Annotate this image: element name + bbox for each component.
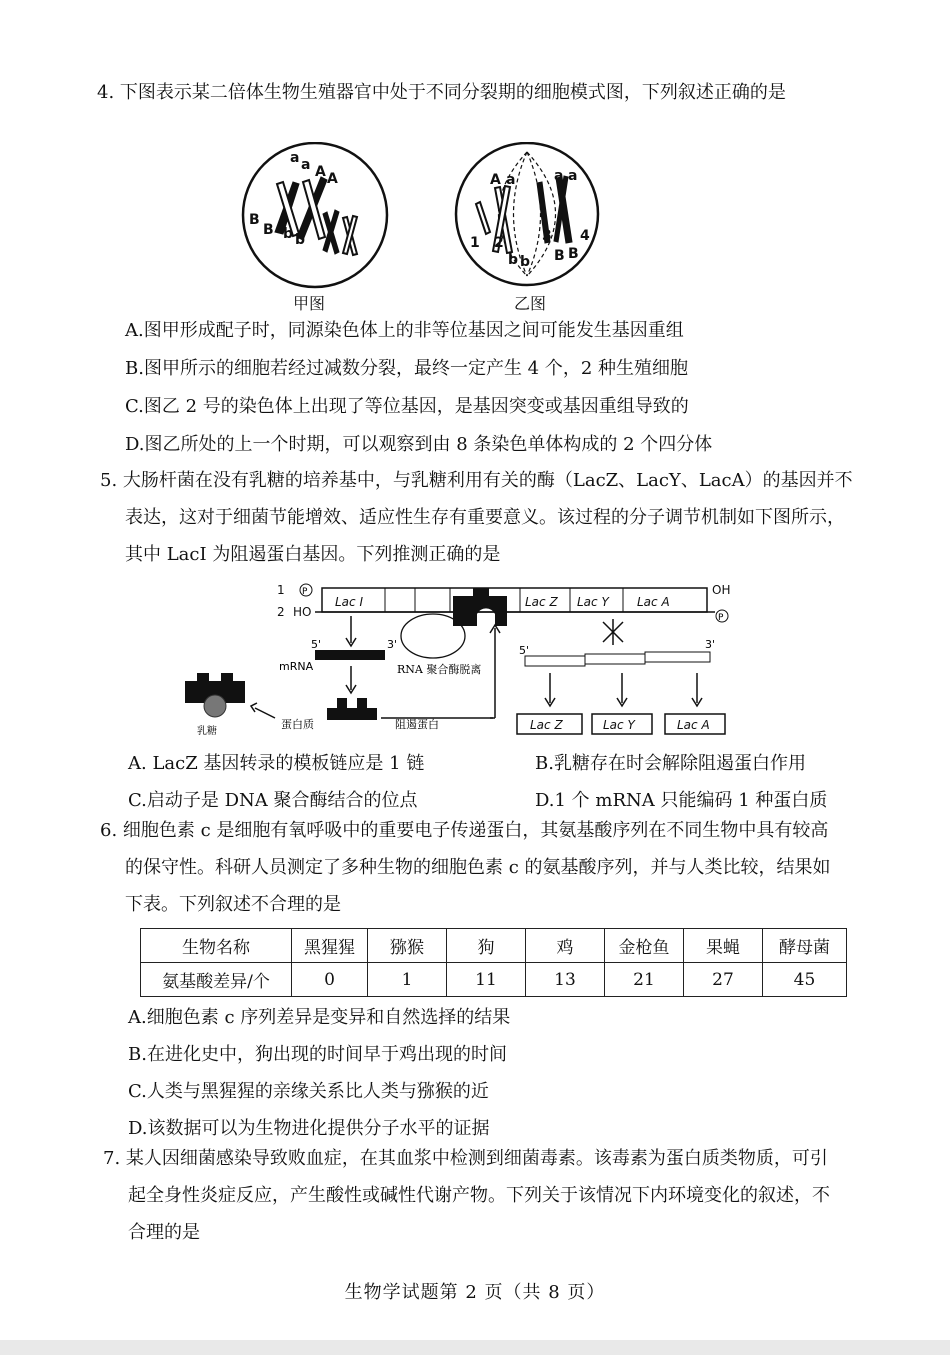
table-header-cell: 金枪鱼	[605, 929, 684, 963]
ho-label: HO	[293, 605, 312, 619]
three-prime: 3'	[387, 638, 398, 651]
lacy-protein-label: Lac Y	[603, 718, 635, 732]
table-header-row	[141, 929, 847, 963]
cell-figure-jia	[235, 142, 395, 292]
table-header-cell: 酵母菌	[763, 929, 847, 963]
oh-label: OH	[712, 583, 731, 597]
table-cell: 1	[368, 963, 447, 997]
gene-label: B	[249, 212, 260, 228]
fig-yi-caption: 乙图	[514, 294, 547, 313]
table-header-cell: 鸡	[526, 929, 605, 963]
table-cell: 氨基酸差异/个	[141, 963, 292, 997]
q4-option-b: B.图甲所示的细胞若经过减数分裂，最终一定产生 4 个，2 种生殖细胞	[125, 358, 689, 379]
q6-stem: 6. 细胞色素 c 是细胞有氧呼吸中的重要电子传递蛋白，其氨基酸序列在不同生物中具有较高 的保守性。科研人员测定了多种生物的细胞色素 c 的氨基酸序列，并与人类比较，结果如 下表。下列叙述不合理的是	[100, 820, 831, 915]
q4-stem: 4. 下图表示某二倍体生物生殖器官中处于不同分裂期的细胞模式图，下列叙述正确的是	[97, 82, 786, 103]
q6-option-c: C.人类与黑猩猩的亲缘关系比人类与猕猴的近	[128, 1081, 489, 1102]
table-cell: 0	[292, 963, 368, 997]
lac-operon-diagram	[175, 578, 745, 743]
gene-label: B	[554, 248, 565, 264]
strand-2-label: 2	[277, 605, 285, 619]
laci-gene-label: Lac I	[335, 595, 363, 609]
lacz-gene-label: Lac Z	[525, 595, 558, 609]
lacy-gene-label: Lac Y	[577, 595, 609, 609]
page-bottom-strip	[0, 1340, 950, 1355]
gene-label: b	[520, 254, 531, 270]
q7-stem: 7. 某人因细菌感染导致败血症，在其血浆中检测到细菌毒素。该毒素为蛋白质类物质，可引 起全身性炎症反应，产生酸性或碱性代谢产物。下列关于该情况下内环境变化的叙述，不 合理的是	[103, 1148, 830, 1243]
q6-option-a: A.细胞色素 c 序列差异是变异和自然选择的结果	[128, 1007, 511, 1028]
phosphate-mark: P	[718, 613, 724, 623]
table-cell: 13	[526, 963, 605, 997]
table-header-cell: 猕猴	[368, 929, 447, 963]
q5-option-c: C.启动子是 DNA 聚合酶结合的位点	[128, 790, 418, 811]
table-cell: 21	[605, 963, 684, 997]
q4-option-d: D.图乙所处的上一个时期，可以观察到由 8 条染色单体构成的 2 个四分体	[125, 434, 713, 455]
fig-jia-caption: 甲图	[293, 294, 326, 313]
table-header-cell: 果蝇	[684, 929, 763, 963]
three-prime: 3'	[705, 638, 716, 651]
strand-1-label: 1	[277, 583, 285, 597]
q4-option-c: C.图乙 2 号的染色体上出现了等位基因，是基因突变或基因重组导致的	[125, 396, 689, 417]
table-header-cell: 生物名称	[141, 929, 292, 963]
q4-option-a: A.图甲形成配子时，同源染色体上的非等位基因之间可能发生基因重组	[125, 320, 684, 341]
page-footer: 生物学试题第 2 页（共 8 页）	[344, 1282, 606, 1303]
gene-label: A	[490, 172, 501, 188]
gene-label: B	[263, 222, 274, 238]
q6-option-b: B.在进化史中，狗出现的时间早于鸡出现的时间	[128, 1044, 507, 1065]
gene-label: B	[568, 246, 579, 262]
cell-figure-yi	[450, 142, 605, 287]
laca-protein-label: Lac A	[677, 718, 710, 732]
five-prime: 5'	[519, 644, 530, 657]
lactose-label: 乳糖	[197, 726, 217, 737]
gene-label: b	[508, 252, 519, 268]
lacz-protein-label: Lac Z	[530, 718, 563, 732]
table-cell: 11	[447, 963, 526, 997]
rna-polymerase-label: RNA 聚合酶脱离	[397, 663, 482, 676]
table-header-cell: 黑猩猩	[292, 929, 368, 963]
cytochrome-c-table	[140, 928, 847, 997]
repressor-label: 阻遏蛋白	[395, 718, 439, 731]
five-prime: 5'	[311, 638, 322, 651]
table-cell: 45	[763, 963, 847, 997]
gene-label: a	[290, 150, 300, 166]
q6-option-d: D.该数据可以为生物进化提供分子水平的证据	[128, 1118, 490, 1139]
gene-label: a	[301, 157, 311, 173]
phosphate-mark: P	[302, 587, 308, 597]
protein-label: 蛋白质	[281, 718, 314, 731]
gene-label: a	[554, 168, 564, 184]
table-row	[141, 963, 847, 997]
q5-option-d: D.1 个 mRNA 只能编码 1 种蛋白质	[535, 790, 828, 811]
chromosome-number: 4	[580, 228, 590, 244]
q5-stem: 5. 大肠杆菌在没有乳糖的培养基中，与乳糖利用有关的酶（LacZ、LacY、LacA）的基因并不 表达，这对于细菌节能增效、适应性生存有重要意义。该过程的分子调节机制如下图所示， 其中 LacI 为阻遏蛋白基因。下列推测正确的是	[100, 470, 853, 565]
gene-label: b	[295, 232, 306, 248]
q5-option-a: A. LacZ 基因转录的模板链应是 1 链	[128, 753, 425, 774]
gene-label: a	[506, 172, 516, 188]
laca-gene-label: Lac A	[637, 595, 670, 609]
table-header-cell: 狗	[447, 929, 526, 963]
gene-label: A	[327, 171, 338, 187]
gene-label: b	[283, 226, 294, 242]
table-cell: 27	[684, 963, 763, 997]
mrna-label: mRNA	[279, 660, 314, 673]
gene-label: A	[315, 164, 326, 180]
gene-label: a	[568, 168, 578, 184]
chromosome-number: 2	[494, 235, 504, 251]
chromosome-number: 1	[470, 235, 480, 251]
q5-option-b: B.乳糖存在时会解除阻遏蛋白作用	[535, 753, 806, 774]
chromosome-number: 3	[542, 228, 552, 244]
